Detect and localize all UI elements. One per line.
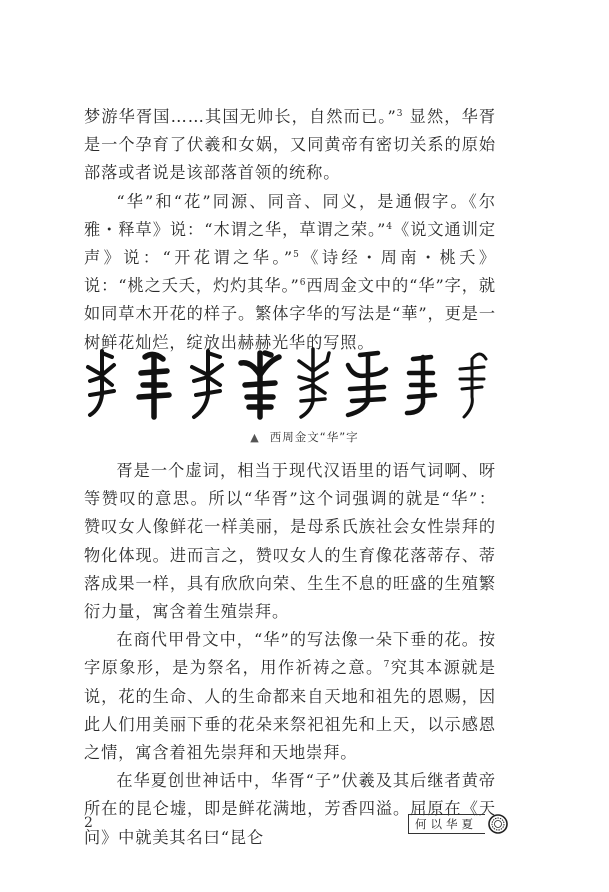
hua-glyph-2-icon: [131, 345, 177, 421]
round-seal-icon: [488, 814, 508, 834]
text-block-top: [84, 103, 496, 357]
triangle-marker-icon: ▲: [250, 431, 260, 444]
text-block-bottom: [84, 457, 496, 852]
footnote-ref-7[interactable]: 7: [383, 660, 391, 671]
book-title: 何以华夏: [408, 814, 485, 834]
hua-glyph-4-icon: [237, 345, 283, 421]
footnote-ref-4[interactable]: 4: [386, 221, 393, 232]
paragraph-1: 梦游华胥国……其国无帅长，自然而已。”$^3$ 显然，华胥是一个孕育了伏羲和女娲，又同黄帝有密切关系的原始部落或者说是该部落首领的统称。: [84, 107, 497, 183]
paragraph-3: 胥是一个虚词，相当于现代汉语里的语气词啊、呀等赞叹的意思。所以“华胥”这个词强调的就是“华”：赞叹女人像鲜花一样美丽，是母系氏族社会女性崇拜的物化体现。进而言之，赞叹女人的生育像花落蒂存、蒂落成果一样，具有欣欣向荣、生生不息的旺盛的生殖繁衍力量，寓含着生殖崇拜。: [84, 461, 496, 622]
hua-glyph-6-icon: [344, 345, 390, 421]
bronze-inscription-figure: [78, 343, 496, 423]
hua-glyph-3-icon: [184, 345, 230, 421]
hua-glyph-7-icon: [397, 345, 443, 421]
running-head: [408, 813, 508, 835]
paragraph-2: “华”和“花”同源、同音、同义，是通假字。《尔雅・释草》说：“木谓之华，草谓之荣。”$^4$《说文通训定声》说：“开花谓之华。”$^5$《诗经・周南・桃夭》说：“桃之夭夭，灼灼其华。”$^6$西周金文中的“华”字，就如同草木开花的样子。繁体字华的写法是“華”，更是一树鲜花灿烂，绽放出赫赫光华的写照。: [84, 191, 496, 352]
paragraph-4: 在商代甲骨文中，“华”的写法像一朵下垂的花。按字原象形，是为祭名，用作祈祷之意。$^7$究其本源就是说，花的生命、人的生命都来自天地和祖先的恩赐，因此人们用美丽下垂的花朵来祭祀祖先和上天，以示感恩之情，寓含着祖先崇拜和天地崇拜。: [84, 630, 496, 763]
footnote-ref-5[interactable]: 5: [293, 250, 300, 261]
hua-glyph-1-icon: [78, 345, 124, 421]
hua-glyph-8-icon: [450, 345, 496, 421]
caption-text: 西周金文“华”字: [269, 430, 359, 444]
footnote-ref-3[interactable]: 3: [396, 109, 404, 119]
figure-caption: [0, 429, 609, 445]
hua-glyph-5-icon: [291, 345, 337, 421]
page-number: 2: [84, 815, 93, 831]
footnote-ref-6[interactable]: 6: [299, 278, 307, 289]
paragraph-5: 在华夏创世神话中，华胥“子”伏羲及其后继者黄帝所在的昆仑墟，即是鲜花满地，芳香四溢。屈原在《天问》中就美其名曰“昆仑: [84, 771, 496, 847]
